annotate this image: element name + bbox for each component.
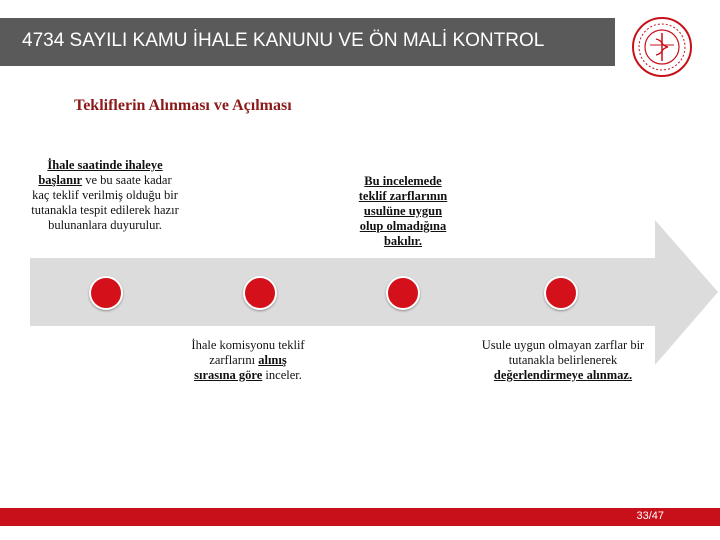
ministry-emblem-icon — [630, 15, 694, 79]
page-number: 33/47 — [636, 510, 664, 522]
step-2-text — [178, 338, 318, 383]
step-3-line-2: teklif zarflarının — [358, 189, 448, 203]
step-4-body: Usule uygun olmayan zarflar bir tutanakla belirlenerek — [481, 338, 645, 367]
section-subtitle: Tekliflerin Alınması ve Açılması — [74, 97, 292, 114]
step-marker-1 — [89, 276, 123, 310]
step-3-line-4: olup olmadığına — [359, 219, 447, 233]
step-marker-3 — [386, 276, 420, 310]
step-3-text — [340, 174, 466, 249]
step-4-emphasis: değerlendirmeye alınmaz. — [493, 368, 633, 382]
step-3-line-1: Bu incelemede — [364, 174, 442, 188]
step-2-emphasis: alınış — [258, 353, 287, 367]
step-2-emphasis-2: sırasına göre — [194, 368, 263, 382]
step-2-body-end: inceler. — [262, 368, 302, 382]
step-1-text — [30, 158, 180, 233]
step-3-line-5: bakılır. — [383, 234, 423, 248]
step-marker-2 — [243, 276, 277, 310]
step-3-line-3: usulüne uygun — [363, 204, 443, 218]
step-1-emphasis-2: başlanır — [38, 173, 83, 187]
footer-bar — [0, 508, 720, 526]
step-2-body: İhale komisyonu teklif zarflarını — [191, 338, 305, 367]
step-1-emphasis: İhale saatinde ihaleye — [47, 158, 163, 172]
step-marker-4 — [544, 276, 578, 310]
step-1-body: ve bu saate kadar kaç teklif verilmiş olduğu bir tutanakla tespit edilerek hazır bulunanlara duyurulur. — [31, 173, 179, 232]
page-title: 4734 SAYILI KAMU İHALE KANUNU VE ÖN MALİ KONTROL — [22, 30, 545, 51]
step-4-text — [476, 338, 650, 383]
